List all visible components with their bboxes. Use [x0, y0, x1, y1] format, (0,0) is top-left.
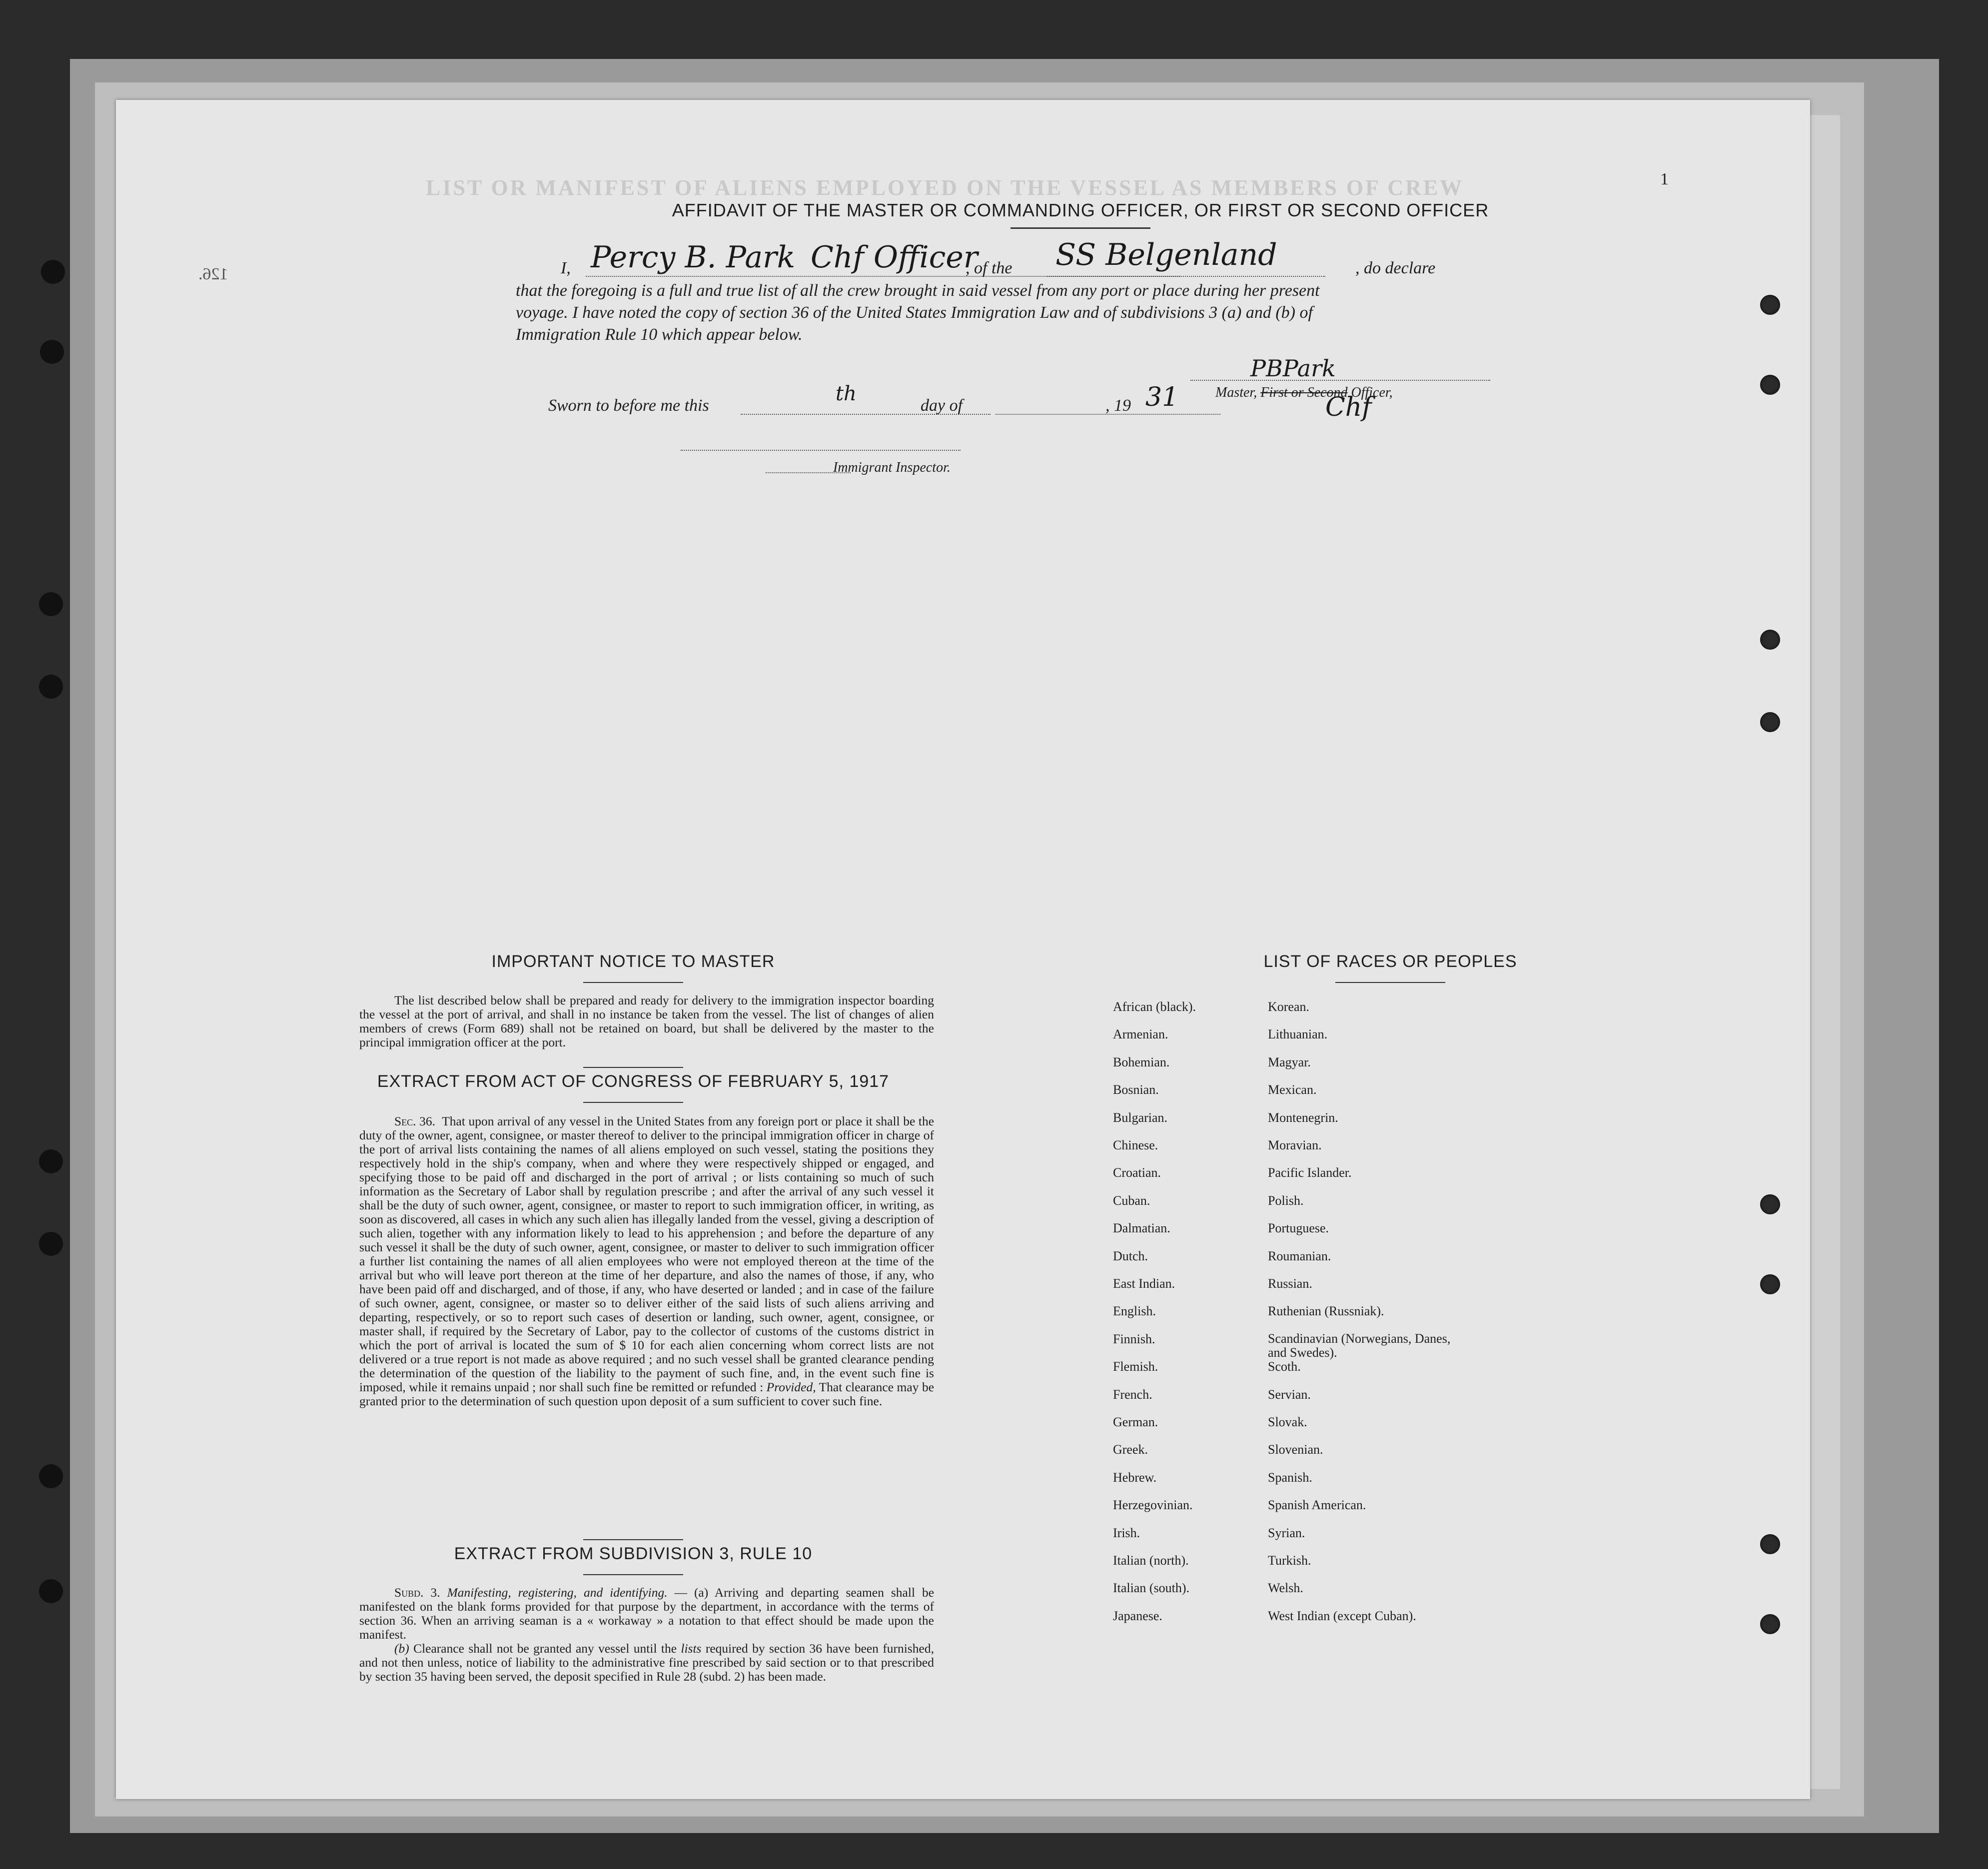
sworn-label: Sworn to before me this: [548, 396, 709, 415]
punch-hole: [1760, 1274, 1780, 1294]
race-item: Dutch.: [1113, 1248, 1148, 1263]
binder-hole: [39, 592, 63, 616]
sheet-edge: [1809, 115, 1840, 1789]
race-item: Montenegrin.: [1268, 1110, 1338, 1125]
race-item: Finnish.: [1113, 1331, 1155, 1346]
race-item: Lithuanian.: [1268, 1027, 1328, 1042]
subd-heading: Manifesting, registering, and identifying.: [447, 1585, 668, 1600]
officer-label-struck: First or Second: [1260, 385, 1348, 400]
rule-rule-top: [583, 1539, 683, 1540]
binder-hole: [39, 1464, 63, 1488]
race-item: Croatian.: [1113, 1165, 1161, 1180]
race-item: Korean.: [1268, 999, 1310, 1014]
punch-hole: [1760, 1534, 1780, 1554]
subd-paragraph-b: [359, 1642, 934, 1684]
affidavit-declare: , do declare: [1355, 259, 1436, 277]
race-item: Cuban.: [1113, 1193, 1150, 1208]
subd-paragraph-a: [359, 1586, 934, 1642]
race-item: West Indian (except Cuban).: [1268, 1608, 1416, 1623]
affidavit-page: [116, 100, 1810, 1799]
race-item: Hebrew.: [1113, 1470, 1157, 1485]
sec-36-text: That upon arrival of any vessel in the United States from any foreign port or place it shall be the duty of the owner, agent, consignee, or master thereof to deliver to the principal immigration officer in charge of the port of arrival lists containing the names of all aliens employed on such vessel, stating the positions they respectively hold in the ship's company, when and where they were respectively shipped or engaged, and specifying those to be paid off and discharged in the port of arrival ; or lists containing so much of such information as the Secretary of Labor shall by regulation prescribe ; and after the arrival of any such vessel it shall be the duty of such owner, agent, consignee, or master to report to such immigration officer, in writing, as soon as discovered, all cases in which any such alien has illegally landed from the vessel, giving a description of such alien, together with any information likely to lead to his apprehension ; and before the departure of any such vessel it shall be the duty of such owner, agent, consignee, or master to deliver to such immigration officer a further list containing the names of all alien employees who were not employed thereon at the time of the arrival but who will leave port thereon at the time of her departure, and also the names of those, if any, who have been paid off and discharged, and of those, if any, who have deserted or landed ; and in case of the failure of such owner, agent, consignee, or master so to deliver either of the said lists of such aliens arriving and departing, respectively, or so to report such cases of desertion or landing, such owner, agent, consignee, or master shall, if required by the Secretary of Labor, pay to the collector of customs of the customs district in which the port of arrival is located the sum of $ 10 for each alien concerning whom correct lists are not delivered or a true report is not made as above required ; and no such vessel shall be granted clearance pending the determination of the question of the liability to the payment of such fine, and, in the event such fine is imposed, while it remains unpaid ; nor shall such fine be remitted or refunded :: [359, 1114, 935, 1394]
subd-b-text-2: required by section 36 have been furnished, and not then unless, notice of liability to the administrative fine prescribed by said section or to that prescribed by section 35 having been served, the deposit specified in Rule 28 (subd. 2) has been made.: [359, 1641, 934, 1684]
subd-b-text-1: Clearance shall not be granted any vessel until the: [413, 1641, 677, 1656]
race-item: Russian.: [1268, 1276, 1312, 1291]
notice-text: [359, 993, 934, 1049]
day-of-label: day of: [921, 396, 963, 415]
race-item: Ruthenian (Russniak).: [1268, 1304, 1384, 1319]
punch-hole: [1760, 712, 1780, 732]
race-item: English.: [1113, 1304, 1156, 1319]
race-item: Slovak.: [1268, 1415, 1307, 1429]
binder-hole: [39, 1149, 63, 1173]
binder-hole: [39, 1232, 63, 1256]
race-item: Scandinavian (Norwegians, Danes, and Swedes).: [1268, 1331, 1451, 1360]
race-item: Spanish.: [1268, 1470, 1312, 1485]
race-item: Slovenian.: [1268, 1442, 1323, 1457]
race-item: East Indian.: [1113, 1276, 1175, 1291]
inspector-signature-line: [681, 450, 961, 451]
notice-title: IMPORTANT NOTICE TO MASTER: [491, 952, 775, 971]
officer-label-end: Officer,: [1351, 385, 1393, 400]
race-item: French.: [1113, 1387, 1152, 1402]
affidavit-line-3: voyage. I have noted the copy of section 36 of the United States Immigration Law and of subdivisions 3 (a) and (b) of: [516, 303, 1313, 322]
subd-label: Subd. 3.: [394, 1585, 440, 1600]
act-rule-bottom: [583, 1102, 683, 1103]
officer-signature: PBPark: [1250, 355, 1336, 382]
affidavit-title: AFFIDAVIT OF THE MASTER OR COMMANDING OFFICER, OR FIRST OR SECOND OFFICER: [672, 200, 1489, 220]
punch-hole: [1760, 295, 1780, 315]
binder-hole: [39, 1579, 63, 1603]
provided-word: Provided,: [766, 1380, 816, 1394]
inspector-label: Immigrant Inspector.: [833, 460, 951, 475]
affidavit-of-the: , of the: [966, 259, 1012, 277]
race-item: Italian (north).: [1113, 1553, 1189, 1568]
races-title: LIST OF RACES OR PEOPLES: [1263, 952, 1517, 971]
rule-text: [359, 1586, 934, 1684]
race-item: Polish.: [1268, 1193, 1304, 1208]
punch-hole: [1760, 375, 1780, 395]
handwritten-rank: Chf: [1325, 392, 1372, 422]
subd-a-text: — (a) Arriving and departing seamen shall be manifested on the blank forms provided for that purpose by the department, in accordance with the terms of section 36. When an arriving seaman is a « workaway » a notation to that effect should be made upon the manifest.: [359, 1585, 935, 1642]
races-rule: [1335, 982, 1445, 983]
race-item: Syrian.: [1268, 1525, 1305, 1540]
race-item: Italian (south).: [1113, 1581, 1190, 1596]
subd-b-lists: lists: [681, 1641, 702, 1656]
sec-36-text-end: That clearance may be granted prior to the determination of such question upon deposit of a sum sufficient to cover such fine.: [359, 1380, 935, 1408]
race-item: Spanish American.: [1268, 1498, 1366, 1513]
race-item: Flemish.: [1113, 1359, 1158, 1374]
race-item: Roumanian.: [1268, 1248, 1331, 1263]
handwritten-vessel-name: SS Belgenland: [1055, 237, 1277, 272]
punch-hole: [1760, 1614, 1780, 1634]
race-item: Irish.: [1113, 1525, 1140, 1540]
year-prefix: , 19: [1105, 396, 1131, 415]
act-title: EXTRACT FROM ACT OF CONGRESS OF FEBRUARY 5, 1917: [377, 1072, 890, 1091]
punch-hole: [1760, 630, 1780, 650]
race-item: Scoth.: [1268, 1359, 1301, 1374]
race-item: Chinese.: [1113, 1138, 1158, 1152]
race-item: Japanese.: [1113, 1608, 1162, 1623]
binder-hole: [39, 675, 63, 699]
race-item: African (black).: [1113, 999, 1196, 1014]
race-item: Herzegovinian.: [1113, 1498, 1193, 1513]
race-item: Magyar.: [1268, 1054, 1311, 1069]
rule-rule-bottom: [583, 1574, 683, 1575]
stamp-mark: 126.: [198, 265, 228, 283]
punch-hole: [1760, 1194, 1780, 1214]
race-item: Bosnian.: [1113, 1082, 1159, 1097]
handwritten-day: th: [836, 382, 857, 405]
race-item: Mexican.: [1268, 1082, 1317, 1097]
bleed-through: LIST OR MANIFEST OF ALIENS EMPLOYED ON THE VESSEL AS MEMBERS OF CREW: [426, 175, 1464, 200]
handwritten-officer-name: Percy B. Park: [591, 240, 796, 275]
act-text: [359, 1114, 934, 1408]
section-36-paragraph: [359, 1114, 934, 1408]
act-rule-top: [583, 1067, 683, 1068]
handwritten-year: 31: [1145, 382, 1179, 412]
title-rule: [1010, 227, 1150, 229]
vessel-line: [1045, 276, 1325, 277]
race-item: Turkish.: [1268, 1553, 1311, 1568]
race-item: Greek.: [1113, 1442, 1148, 1457]
races-left-column: [1113, 999, 1278, 1739]
affidavit-line-4: Immigration Rule 10 which appear below.: [516, 325, 803, 344]
affidavit-i: I,: [561, 259, 571, 277]
race-item: Pacific Islander.: [1268, 1165, 1352, 1180]
race-item: Welsh.: [1268, 1581, 1303, 1596]
race-item: Bulgarian.: [1113, 1110, 1168, 1125]
signature-line: [1190, 380, 1490, 381]
binder-hole: [40, 340, 64, 364]
subd-b-label: (b): [394, 1641, 409, 1656]
notice-paragraph: The list described below shall be prepared and ready for delivery to the immigration inspector boarding the vessel at the port of arrival, and shall in no instance be taken from the vessel. The list of changes of alien members of crews (Form 689) shall not be retained on board, but shall be delivered by the master to the principal immigration officer at the port.: [359, 993, 934, 1049]
sec-label: Sec. 36.: [394, 1114, 436, 1128]
race-item: Bohemian.: [1113, 1054, 1170, 1069]
binder-hole: [41, 260, 65, 284]
affidavit-line-2: that the foregoing is a full and true list of all the crew brought in said vessel from any port or place during her present: [516, 281, 1320, 300]
race-item: Dalmatian.: [1113, 1221, 1170, 1236]
notice-rule: [583, 982, 683, 983]
rule-title: EXTRACT FROM SUBDIVISION 3, RULE 10: [454, 1544, 813, 1563]
race-item: Moravian.: [1268, 1138, 1322, 1152]
races-right-column: [1268, 999, 1488, 1739]
page-number: 1: [1660, 170, 1669, 188]
race-item: Armenian.: [1113, 1027, 1168, 1042]
race-item: German.: [1113, 1415, 1158, 1429]
race-item: Portuguese.: [1268, 1221, 1329, 1236]
officer-label-master: Master,: [1215, 385, 1257, 400]
race-item: Servian.: [1268, 1387, 1311, 1402]
handwritten-position: Chf Officer: [811, 240, 978, 275]
